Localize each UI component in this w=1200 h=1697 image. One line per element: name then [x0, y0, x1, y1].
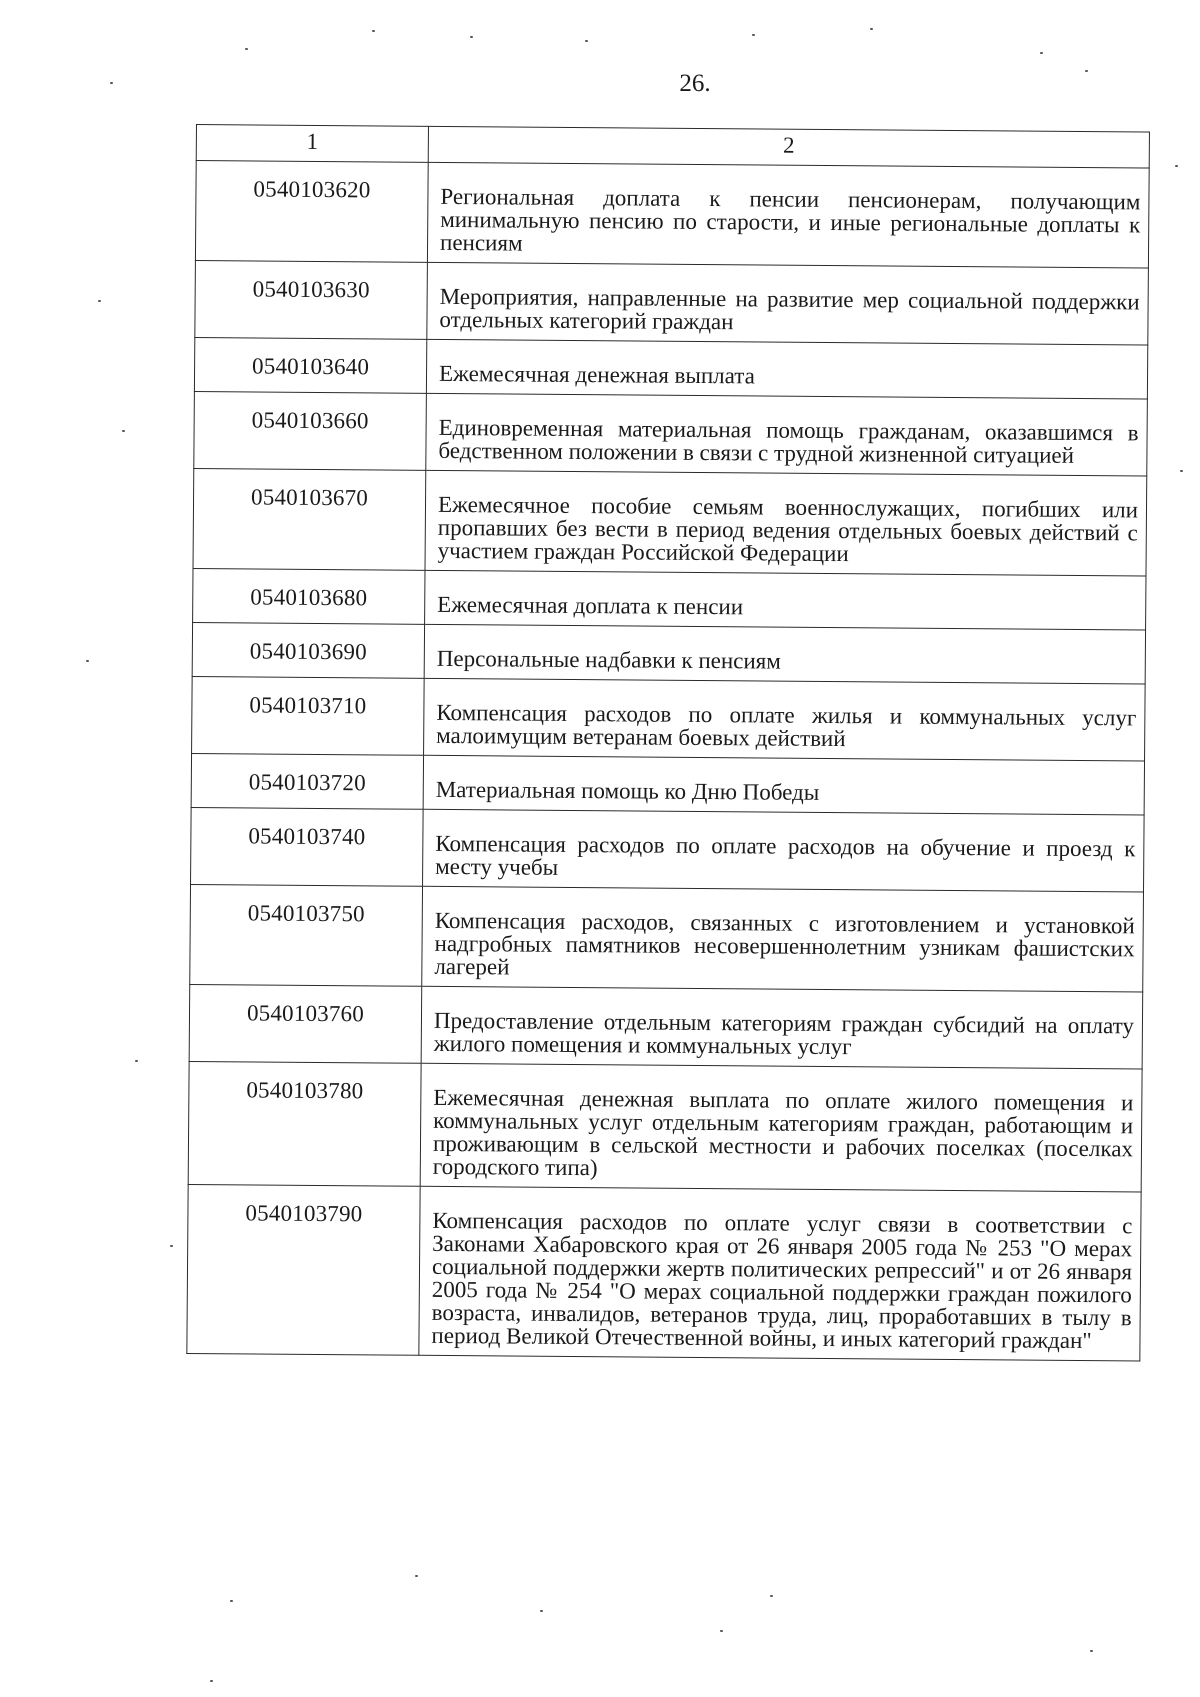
budget-codes-table	[186, 124, 1150, 1361]
table-row	[195, 260, 1149, 344]
row-code: 0540103750	[190, 884, 423, 986]
row-description: Компенсация расходов, связанных с изготовлением и установкой надгробных памятников несовершеннолетним узникам фашистских лагерей	[422, 886, 1144, 992]
row-code: 0540103780	[188, 1061, 421, 1186]
row-code: 0540103760	[189, 984, 422, 1063]
row-description: Единовременная материальная помощь гражданам, оказавшимся в бедственном положении в связи с трудной жизненной ситуацией	[426, 393, 1148, 476]
row-code: 0540103720	[191, 753, 423, 809]
table-row	[188, 1061, 1142, 1191]
table-row	[193, 468, 1147, 575]
row-code: 0540103690	[192, 622, 424, 678]
table-row	[192, 622, 1145, 683]
row-description: Ежемесячная денежная выплата по оплате жилого помещения и коммунальных услуг отдельным категориям граждан, работающим и проживающим в сельской местности и рабочих поселках (поселках городского типа)	[420, 1063, 1142, 1192]
row-code: 0540103640	[194, 337, 426, 393]
row-code: 0540103620	[195, 161, 428, 263]
row-description: Ежемесячная доплата к пенсии	[425, 570, 1146, 630]
table-row	[192, 676, 1146, 760]
table-row	[190, 884, 1144, 991]
row-description: Компенсация расходов по оплате жилья и коммунальных услуг малоимущим ветеранам боевых действий	[424, 678, 1146, 761]
row-description: Компенсация расходов по оплате расходов на обучение и проезд к месту учебы	[423, 809, 1145, 892]
row-code: 0540103790	[187, 1184, 420, 1355]
row-description: Региональная доплата к пенсии пенсионерам, получающим минимальную пенсию по старости, и иные региональные доплаты к пенсиям	[427, 162, 1149, 268]
row-description: Мероприятия, направленные на развитие мер социальной поддержки отдельных категорий граждан	[427, 262, 1149, 345]
row-code: 0540103630	[195, 260, 428, 339]
header-col-code: 1	[196, 125, 428, 163]
table-row	[193, 568, 1146, 629]
table-row	[194, 337, 1147, 398]
table-row	[187, 1184, 1141, 1360]
row-code: 0540103710	[192, 676, 425, 755]
row-code: 0540103740	[191, 807, 424, 886]
row-description: Ежемесячная денежная выплата	[426, 339, 1147, 399]
row-description: Персональные надбавки к пенсиям	[424, 624, 1145, 684]
table-row	[194, 391, 1148, 475]
table-row	[195, 161, 1149, 268]
row-description: Материальная помощь ко Дню Победы	[423, 755, 1144, 815]
row-code: 0540103660	[194, 391, 427, 470]
table-row	[189, 984, 1143, 1068]
row-code: 0540103680	[193, 568, 425, 624]
row-description: Ежемесячное пособие семьям военнослужащих, погибших или пропавших без вести в период ведения отдельных боевых действий с участием граждан Российской Федерации	[425, 470, 1147, 576]
table-row	[191, 807, 1145, 891]
row-description: Предоставление отдельным категориям граждан субсидий на оплату жилого помещения и коммунальных услуг	[421, 986, 1143, 1069]
row-description: Компенсация расходов по оплате услуг связи в соответствии с Законами Хабаровского края от 26 января 2005 года № 253 "О мерах социальной поддержки жертв политических репрессий" и от 26 января 2005 года № 254 "О мерах социальной поддержки граждан пожилого возраста, инвалидов, ветеранов труда, лиц, проработавших в тылу в период Великой Отечественной войны, и иных категорий граждан"	[419, 1186, 1141, 1361]
header-col-description: 2	[428, 126, 1149, 168]
page-number: 26.	[679, 70, 711, 97]
row-code: 0540103670	[193, 468, 426, 570]
table-row	[191, 753, 1144, 814]
